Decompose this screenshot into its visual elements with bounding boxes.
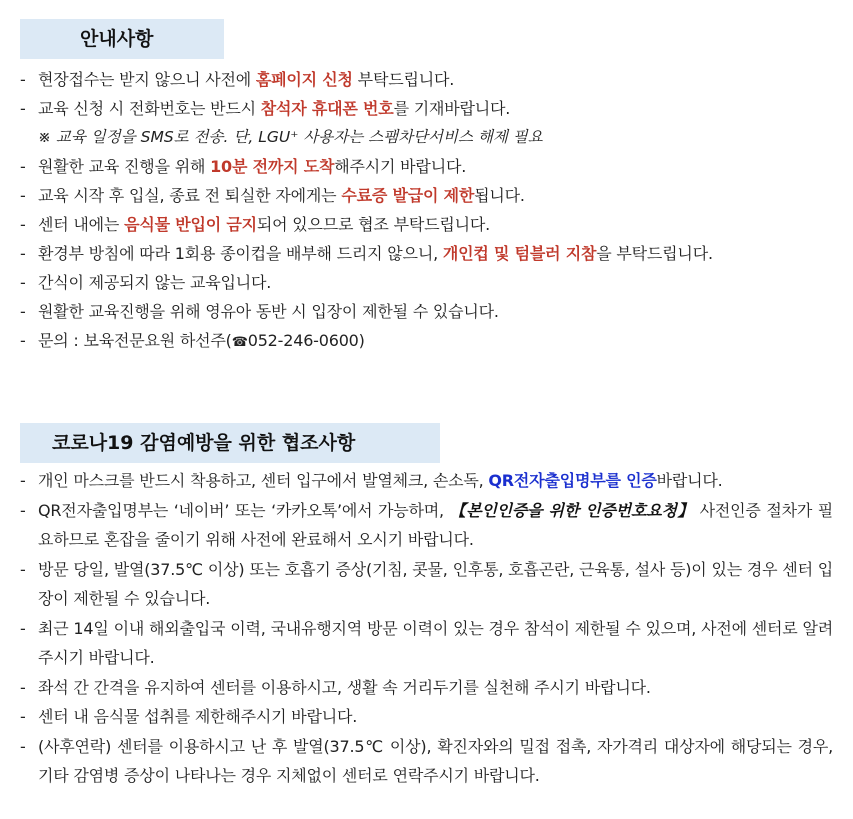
list-item: - 개인 마스크를 반드시 착용하고, 센터 입구에서 발열체크, 손소독, QR전자출입명부를 인증바랍니다.: [20, 471, 723, 490]
list-item: - 센터 내 음식물 섭취를 제한해주시기 바랍니다.: [20, 707, 358, 726]
list-item: - 원활한 교육진행을 위해 영유아 동반 시 입장이 제한될 수 있습니다.: [20, 302, 499, 321]
notice-list: [20, 65, 833, 357]
phone-icon: ☎: [231, 335, 248, 350]
highlight: 음식물 반입이 금지: [124, 215, 257, 234]
list-item: - 센터 내에는 음식물 반입이 금지되어 있으므로 협조 부탁드립니다.: [20, 215, 490, 234]
list-item: - 원활한 교육 진행을 위해 10분 전까지 도착해주시기 바랍니다.: [20, 157, 467, 176]
list-item: - 방문 당일, 발열(37.5℃ 이상) 또는 호흡기 증상(기침, 콧물, 인후통, 호흡곤란, 근육통, 설사 등)이 있는 경우 센터 입장이 제한될 수 있습니다.: [20, 559, 833, 608]
list-item: - 현장접수는 받지 않으니 사전에 홈페이지 신청 부탁드립니다.: [20, 70, 455, 89]
covid-heading: 코로나19 감염예방을 위한 협조사항: [20, 423, 440, 463]
phone-number: 052-246-0600: [247, 331, 359, 350]
list-item: - 최근 14일 이내 해외출입국 이력, 국내유행지역 방문 이력이 있는 경우 참석이 제한될 수 있으며, 사전에 센터로 알려주시기 바랍니다.: [20, 618, 833, 667]
covid-section: [20, 423, 833, 791]
notice-section: [20, 19, 833, 357]
highlight: 개인컵 및 텀블러 지참: [442, 244, 597, 263]
highlight: 【본인인증을 위한 인증번호요청】: [449, 500, 695, 520]
highlight: 10분 전까지 도착: [210, 157, 335, 176]
highlight: 수료증 발급이 제한: [341, 186, 475, 205]
highlight: QR전자출입명부를 인증: [488, 471, 657, 490]
list-item: - 교육 신청 시 전화번호는 반드시 참석자 휴대폰 번호를 기재바랍니다.: [20, 99, 511, 118]
list-item: - (사후연락) 센터를 이용하시고 난 후 발열(37.5℃ 이상), 확진자와의 밀접 접촉, 자가격리 대상자에 해당되는 경우, 기타 감염병 증상이 나타나는 경우 지체없이 센터로 연락주시기 바랍니다.: [20, 736, 833, 785]
sms-note: ※ 교육 일정을 SMS로 전송. 단, LGU⁺ 사용자는 스팸차단서비스 해제 필요: [38, 128, 543, 146]
list-item: - QR전자출입명부는 ‘네이버’ 또는 ‘카카오톡’에서 가능하며, 【본인인증을 위한 인증번호요청】 사전인증 절차가 필요하므로 혼잡을 줄이기 위해 사전에 완료해서 오시기 바랍니다.: [20, 500, 833, 549]
highlight: 홈페이지 신청: [255, 70, 353, 89]
list-item: - 문의 : 보육전문요원 하선주(☎052-246-0600): [20, 331, 365, 350]
list-item: - 교육 시작 후 입실, 종료 전 퇴실한 자에게는 수료증 발급이 제한됩니다.: [20, 186, 525, 205]
highlight: 참석자 휴대폰 번호: [260, 99, 394, 118]
list-item: - 환경부 방침에 따라 1회용 종이컵을 배부해 드리지 않으니, 개인컵 및 텀블러 지참을 부탁드립니다.: [20, 244, 713, 263]
covid-list: [20, 466, 833, 791]
list-item: - 간식이 제공되지 않는 교육입니다.: [20, 273, 272, 292]
notice-heading: 안내사항: [20, 19, 224, 59]
list-item: - 좌석 간 간격을 유지하여 센터를 이용하시고, 생활 속 거리두기를 실천해 주시기 바랍니다.: [20, 677, 651, 697]
